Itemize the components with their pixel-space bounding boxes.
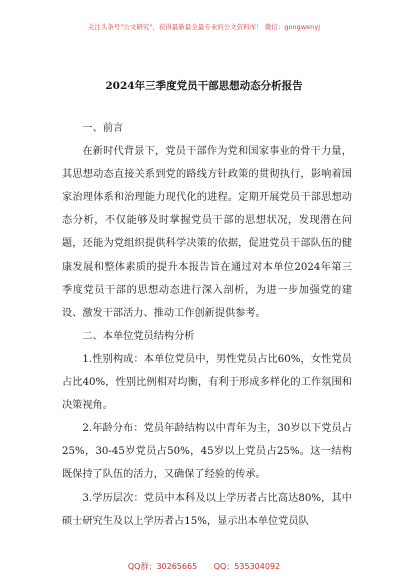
intro-paragraph: 在新时代背景下，党员干部作为党和国家事业的骨干力量，其思想动态直接关系到党的路线方针政策的贯彻执行，影响着国家治理体系和治理能力现代化的进程。定期开展党员干部思想动态分析，不仅能够及时掌握党员干部的思想状况，发现潜在问题，还能为党组织提供科学决策的依据，促进党员干部队伍的健康发展和整体素质的提升本报告旨在通过对本单位2024年第三季度党员干部的思想动态进行深入剖析，为进一步加强党的建设、激发干部活力、推动工作创新提供参考。 <box>62 146 352 319</box>
top-banner: 关注头条号"公文研究"，获得最新最全最专业的公文资料库！ 微信：gongwenyj <box>87 23 321 31</box>
education-paragraph: 3.学历层次：党员中本科及以上学历者占比高达80%，其中硕士研究生及以上学历者占15%，显示出本单位党员队 <box>62 492 352 527</box>
section-heading-structure: 二、本单位党员结构分析 <box>82 330 195 342</box>
footer-contact <box>0 561 408 572</box>
section-heading-intro: 一、前言 <box>82 123 124 134</box>
age-paragraph: 2.年龄分布：党员年龄结构以中青年为主，30岁以下党员占25%，30-45岁党员占50%，45岁以上党员占25%。这一结构既保持了队伍的活力，又确保了经验的传承。 <box>62 423 352 481</box>
footer-qq-group: QQ群：30265665 <box>127 562 198 571</box>
footer-qq: QQ：535304092 <box>213 562 281 571</box>
document-title: 2024年三季度党员干部思想动态分析报告 <box>105 80 303 92</box>
gender-paragraph: 1.性别构成：本单位党员中，男性党员占比60%，女性党员占比40%，性别比例相对均衡，有利于形成多样化的工作氛围和决策视角。 <box>62 353 352 412</box>
document-body <box>62 117 352 533</box>
